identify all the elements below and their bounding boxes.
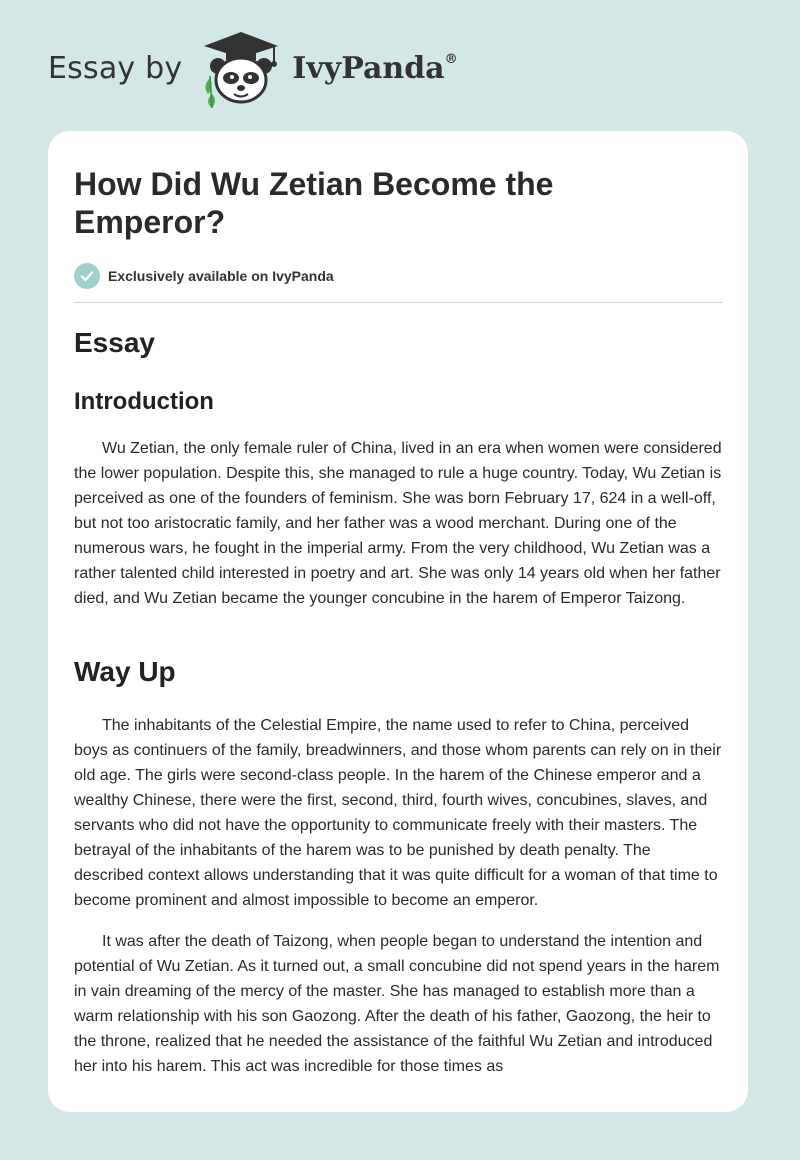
brand-name[interactable] xyxy=(292,51,457,86)
registered-mark: ® xyxy=(444,51,458,67)
way-up-paragraph-2: It was after the death of Taizong, when people began to understand the intention and potential of Wu Zetian. As it turned out, a small concubine did not spend years in the harem in vain dreaming of the mercy of the master. She has managed to establish more than a warm relationship with his son Gaozong. After the death of his father, Gaozong, the heir to the throne, realized that he needed the assistance of the faithful Wu Zetian and introduced her into his harem. This act was incredible for those times as xyxy=(74,933,720,1075)
ivypanda-logo-icon[interactable] xyxy=(196,28,286,108)
section-heading-essay: Essay xyxy=(74,327,155,358)
intro-paragraph: Wu Zetian, the only female ruler of China, lived in an era when women were considered the lower population. Despite this, she managed to rule a huge country. Today, Wu Zetian is perceived as one of the founders of feminism. She was born February 17, 624 in a well-off, but not too aristocratic family, and her father was a wood merchant. During one of the numerous wars, he fought in the imperial army. From the very childhood, Wu Zetian was a rather talented child interested in poetry and art. She was only 14 years old when her father died, and Wu Zetian became the younger concubine in the harem of Emperor Taizong. xyxy=(74,440,722,607)
section-heading-way-up: Way Up xyxy=(74,656,176,687)
exclusive-badge-label: Exclusively available on IvyPanda xyxy=(108,268,334,284)
subheading-introduction: Introduction xyxy=(74,388,214,415)
essay-by-label: Essay by xyxy=(48,50,183,86)
exclusive-badge xyxy=(74,263,334,289)
essay-card xyxy=(48,131,748,1112)
divider xyxy=(74,302,723,303)
site-header xyxy=(48,28,648,108)
page-title: How Did Wu Zetian Become the Emperor? xyxy=(74,166,554,240)
brand-name-text: IvyPanda xyxy=(292,50,445,86)
check-circle-icon xyxy=(74,263,100,289)
way-up-paragraph-1: The inhabitants of the Celestial Empire, the name used to refer to China, perceived boys as continuers of the family, breadwinners, and those whom parents can rely on in their old age. The girls were second-class people. In the harem of the Chinese emperor and a wealthy Chinese, there were the first, second, third, fourth wives, concubines, slaves, and servants who did not have the opportunity to communicate freely with their masters. The betrayal of the inhabitants of the harem was to be punished by death penalty. The described context allows understanding that it was quite difficult for a woman of that time to become prominent and almost impossible to become an emperor. xyxy=(74,717,722,909)
